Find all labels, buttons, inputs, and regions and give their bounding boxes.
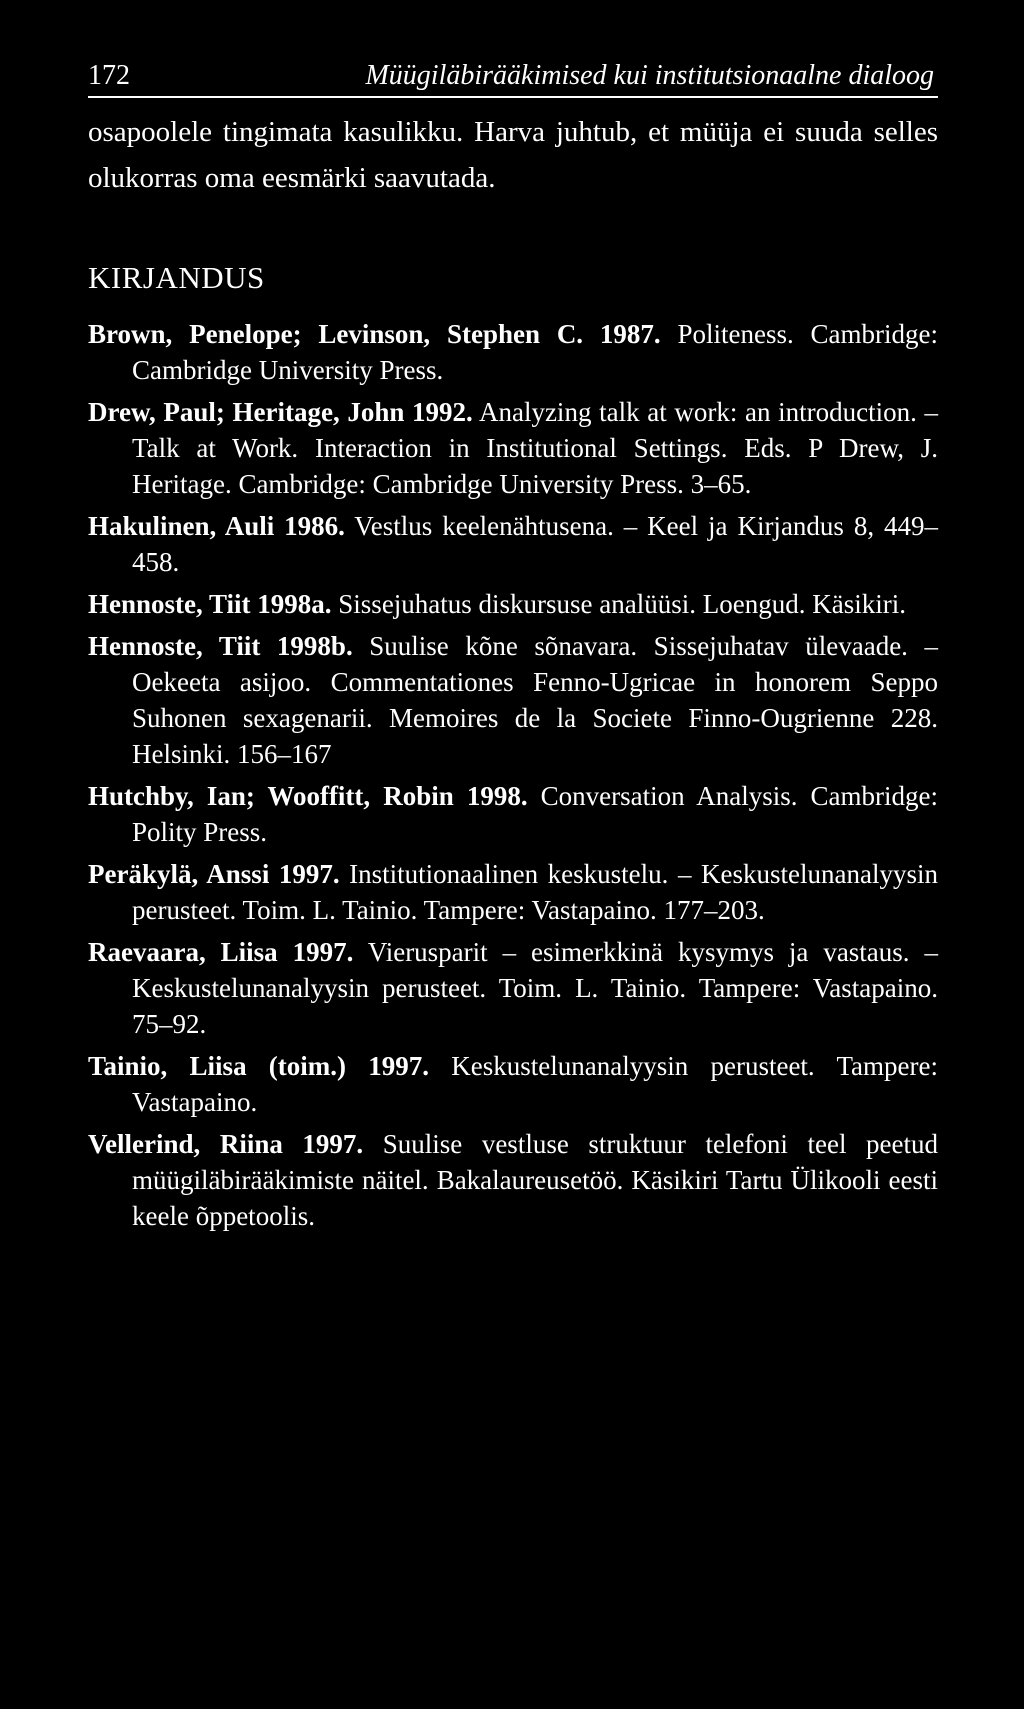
reference-author: Brown, Penelope; Levinson, Stephen C. 1987. xyxy=(88,319,661,349)
reference-list xyxy=(88,316,938,1240)
reference-item xyxy=(88,316,938,388)
reference-item xyxy=(88,778,938,850)
reference-text: Suulise vestluse struktuur telefoni teel peetud müügiläbirääkimiste näitel. Bakalaureusetöö. Käsikiri Tartu Ülikooli eesti keele õppetoolis. xyxy=(132,1129,938,1231)
reference-author: Tainio, Liisa (toim.) 1997. xyxy=(88,1051,430,1081)
running-header xyxy=(88,56,938,98)
reference-text: Institutionaalinen keskustelu. – Keskustelunanalyysin perusteet. Toim. L. Tainio. Tampere: Vastapaino. 177–203. xyxy=(132,859,938,925)
page-number: 172 xyxy=(88,60,130,91)
reference-item xyxy=(88,586,938,622)
reference-author: Drew, Paul; Heritage, John 1992. xyxy=(88,397,473,427)
reference-text: Analyzing talk at work: an introduction. – Talk at Work. Interaction in Institutional Settings. Eds. P Drew, J. Heritage. Cambridge: Cambridge University Press. 3–65. xyxy=(132,397,938,499)
reference-text: Suulise kõne sõnavara. Sissejuhatav ülevaade. – Oekeeta asijoo. Commentationes Fenno-Ugricae in honorem Seppo Suhonen sexagenarii. Memoires de la Societe Finno-Ougrienne 228. Helsinki. 156–167 xyxy=(132,631,939,769)
reference-author: Hakulinen, Auli 1986. xyxy=(88,511,345,541)
running-title: Müügiläbirääkimised kui institutsionaalne dialoog xyxy=(365,60,934,91)
section-heading: KIRJANDUS xyxy=(88,260,265,295)
reference-item xyxy=(88,628,938,772)
reference-author: Vellerind, Riina 1997. xyxy=(88,1129,364,1159)
reference-text: Vestlus keelenähtusena. – Keel ja Kirjandus 8, 449–458. xyxy=(132,511,938,577)
reference-item xyxy=(88,1048,938,1120)
reference-author: Hutchby, Ian; Wooffitt, Robin 1998. xyxy=(88,781,528,811)
reference-item xyxy=(88,508,938,580)
reference-author: Raevaara, Liisa 1997. xyxy=(88,937,354,967)
reference-text: Conversation Analysis. Cambridge: Polity Press. xyxy=(132,781,938,847)
reference-author: Hennoste, Tiit 1998a. xyxy=(88,589,332,619)
reference-author: Hennoste, Tiit 1998b. xyxy=(88,631,353,661)
reference-text: Politeness. Cambridge: Cambridge University Press. xyxy=(132,319,938,385)
reference-text: Vierusparit – esimerkkinä kysymys ja vastaus. – Keskustelunanalyysin perusteet. Toim. L. Tainio. Tampere: Vastapaino. 75–92. xyxy=(132,937,938,1039)
reference-item xyxy=(88,1126,938,1234)
reference-item xyxy=(88,394,938,502)
body-paragraph: osapoolele tingimata kasulikku. Harva juhtub, et müüja ei suuda selles olukorras oma eesmärki saavutada. xyxy=(88,116,938,194)
reference-text: Sissejuhatus diskursuse analüüsi. Loengud. Käsikiri. xyxy=(331,589,906,619)
reference-item xyxy=(88,856,938,928)
reference-author: Peräkylä, Anssi 1997. xyxy=(88,859,340,889)
reference-item xyxy=(88,934,938,1042)
reference-text: Keskustelunanalyysin perusteet. Tampere: Vastapaino. xyxy=(132,1051,938,1117)
